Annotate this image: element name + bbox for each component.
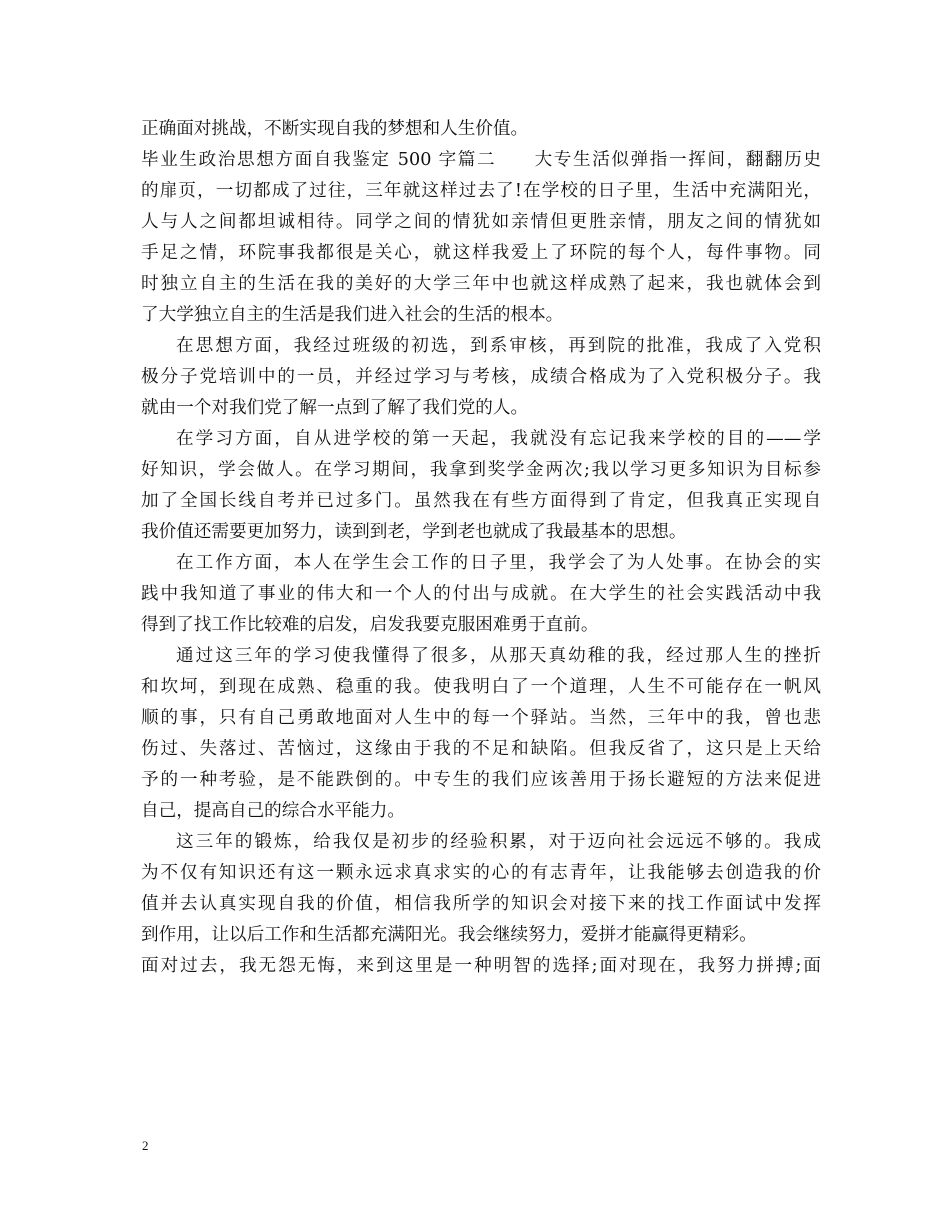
- text-line: 极分子党培训中的一员，并经过学习与考核，成绩合格成为了入党积极分子。我: [141, 367, 821, 387]
- text-line: 手足之情，环院事我都很是关心，就这样我爱上了环院的每个人，每件事物。同: [141, 243, 821, 263]
- text-line: 在思想方面，我经过班级的初选，到系审核，再到院的批准，我成了入党积: [176, 336, 821, 356]
- text-line: 和坎坷，到现在成熟、稳重的我。使我明白了一个道理，人生不可能存在一帆风: [141, 677, 821, 697]
- text-line: 了大学独立自主的生活是我们进入社会的生活的根本。: [141, 305, 564, 325]
- text-line: 加了全国长线自考并已过多门。虽然我在有些方面得到了肯定，但我真正实现自: [141, 491, 821, 511]
- text-line: 通过这三年的学习使我懂得了很多，从那天真幼稚的我，经过那人生的挫折: [176, 646, 821, 666]
- text-line: 值并去认真实现自我的价值，相信我所学的知识会对接下来的找工作面试中发挥: [141, 894, 821, 914]
- text-line: 在学习方面，自从进学校的第一天起，我就没有忘记我来学校的目的——学: [176, 429, 821, 449]
- text-line: 这三年的锻炼，给我仅是初步的经验积累，对于迈向社会远远不够的。我成: [176, 832, 821, 852]
- text-line: 就由一个对我们党了解一点到了解了我们党的人。: [141, 398, 529, 418]
- text-line: 在工作方面，本人在学生会工作的日子里，我学会了为人处事。在协会的实: [176, 553, 821, 573]
- text-line: 顺的事，只有自己勇敢地面对人生中的每一个驿站。当然，三年中的我，曾也悲: [141, 708, 821, 728]
- page-number: 2: [142, 1138, 149, 1153]
- text-line: 人与人之间都坦诚相待。同学之间的情犹如亲情但更胜亲情，朋友之间的情犹如: [141, 212, 821, 232]
- text-line: 我价值还需要更加努力，读到到老，学到老也就成了我最基本的思想。: [141, 522, 687, 542]
- text-line: 为不仅有知识还有这一颗永远求真求实的心的有志青年，让我能够去创造我的价: [141, 863, 821, 883]
- text-line: 得到了找工作比较难的启发，启发我要克服困难勇于直前。: [141, 615, 599, 635]
- text-line: 自己，提高自己的综合水平能力。: [141, 801, 405, 821]
- text-line: 毕业生政治思想方面自我鉴定 500 字篇二 大专生活似弹指一挥间，翻翻历史: [141, 150, 821, 170]
- text-line: 好知识，学会做人。在学习期间，我拿到奖学金两次;我以学习更多知识为目标参: [141, 460, 821, 480]
- text-line: 时独立自主的生活在我的美好的大学三年中也就这样成熟了起来，我也就体会到: [141, 274, 821, 294]
- text-line: 践中我知道了事业的伟大和一个人的付出与成就。在大学生的社会实践活动中我: [141, 584, 821, 604]
- text-line: 面对过去，我无怨无悔，来到这里是一种明智的选择;面对现在，我努力拼搏;面: [141, 956, 821, 976]
- text-line: 正确面对挑战，不断实现自我的梦想和人生价值。: [141, 119, 529, 139]
- text-line: 伤过、失落过、苦恼过，这缘由于我的不足和缺陷。但我反省了，这只是上天给: [141, 739, 821, 759]
- text-line: 到作用，让以后工作和生活都充满阳光。我会继续努力，爱拼才能赢得更精彩。: [141, 925, 757, 945]
- text-line: 的扉页，一切都成了过往，三年就这样过去了!在学校的日子里，生活中充满阳光，: [141, 181, 821, 201]
- text-line: 予的一种考验，是不能跌倒的。中专生的我们应该善用于扬长避短的方法来促进: [141, 770, 821, 790]
- document-body: [141, 114, 821, 982]
